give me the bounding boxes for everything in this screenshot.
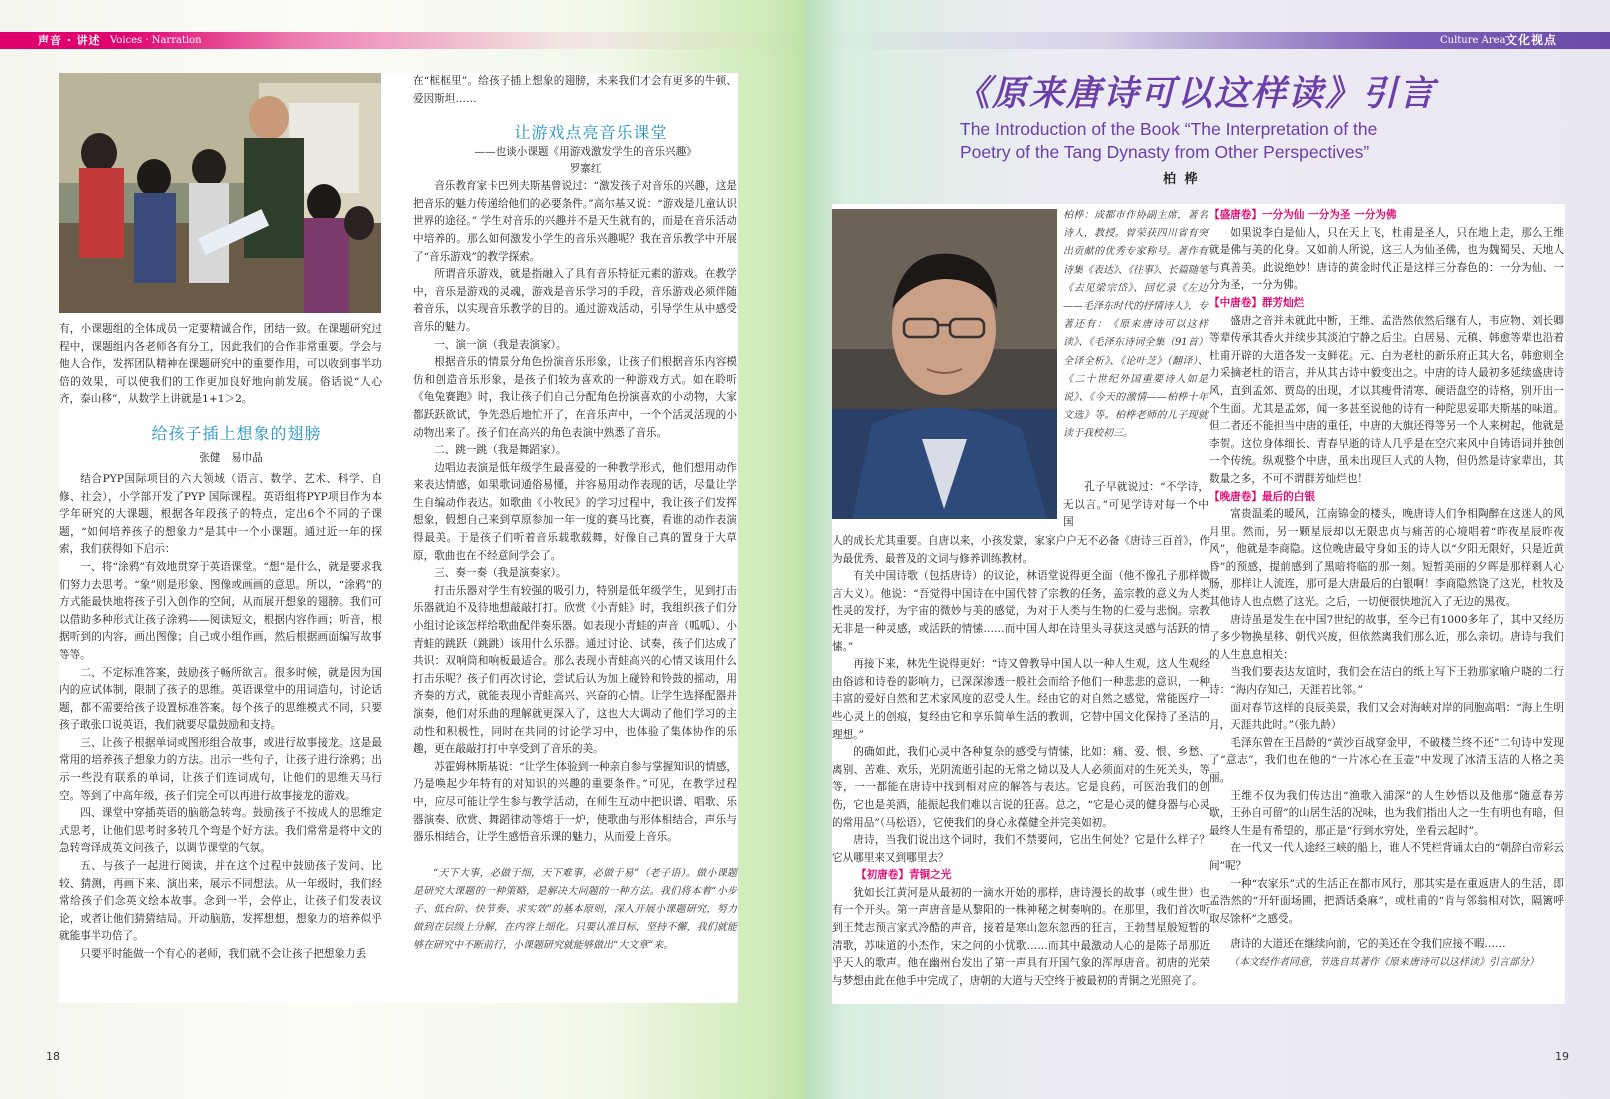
paragraph: 孔子早就说过：“不学诗，无以言。”可见学诗对每一个中国 [1063,481,1209,529]
article-subtitle-music: ——也谈小课题《用游戏激发学生的音乐兴趣》 [474,146,697,159]
left-column-2 [413,73,737,955]
paragraph: 二、跳一跳（我是舞蹈家）。 [434,444,567,457]
paragraph: 当我们要表达友谊时，我们会在洁白的纸上写下王勃那家喻户晓的二行诗：“海内存知己，天涯若比邻。” [1209,666,1564,697]
paragraph: 只要平时能做一个有心的老师，我们就不会让孩子把想象力丢 [80,948,367,960]
article-title-en-line2: Poetry of the Tang Dynasty from Other Perspectives” [960,142,1370,162]
paragraph: 犹如长江黄河是从最初的一滴水开始的那样，唐诗漫长的故事（或生世）也有一个开头。第一声唐音是从黎阳的一株神秘之树奏响的。在那里，我们首次听到王梵志预言家式冷酷的声音，接着是寒山忽东忽西的狂言，王勃彗星般短暂的清歌，苏味道的小杰作，宋之问的小忧歌……而其中最激动人心的是陈子昂那近乎天人的歌声。他在幽州台发出了第一声具有开国气象的浑厚唐音。初唐的光荣与梦想由此在他手中完成了，唐朝的大道与天空终于被最初的青铜之光照亮了。 [832,886,1210,987]
paragraph: 如果说李白是仙人，只在天上飞，杜甫是圣人，只在地上走，那么王维就是佛与美的化身。又如前人所说，这三人为仙圣佛，也为魏蜀吴、天地人与真善美。此说绝妙！唐诗的黄金时代正是这样三分春色的：一分为仙、一分为圣，一分为佛。 [1209,226,1564,292]
section-name-cn: 声音 · 讲述 [38,34,101,47]
closing-quote: “天下大事，必做于细，天下难事，必做于易”（老子语）。做小课题是研究大课题的一种策略，是解决大问题的一种方法。我们将本着“小步子、低台阶、快节奏、求实效”的基本原则，深入开展小课题研究，努力做到在层级上分解，在内容上细化。只要认准目标，坚持不懈，我们就能够在研究中不断前行，小课题研究就能够做出“大文章”来。 [413,867,737,951]
paragraph: 人的成长尤其重要。自唐以来，小孩发蒙，家家户户无不必备《唐诗三百首》，作为最优秀、最普及的文词与修养训练教材。 [832,535,1210,565]
paragraph: 三、奏一奏（我是演奏家）。 [434,567,567,580]
article-title-music: 让游戏点亮音乐课堂 [514,123,668,143]
paragraph: 有关中国诗歌（包括唐诗）的议论，林语堂说得更全面（他不像孔子那样微言大义）。他说：“吾觉得中国诗在中国代替了宗教的任务，盖宗教的意义为人类性灵的发抒，为宇宙的微妙与美的感觉，为对于人类与生物的仁爱与悲悯。宗教无非是一种灵感，或活跃的情愫……而中国人却在诗里头寻获这灵感与活跃的情愫。” [832,570,1210,653]
classroom-photo [59,73,381,313]
continuation-paragraph: 在“框框里”。给孩子插上想象的翅膀，未来我们才会有更多的牛顿、爱因斯坦…… [413,75,737,105]
left-column-1 [59,321,382,964]
author-portrait-image [832,209,1057,519]
paragraph: 一种“农家乐”式的生活正在都市风行，那其实是在重返唐人的生活，即孟浩然的“开轩面场圃，把酒话桑麻”，或杜甫的“肯与邻翁相对饮，隔篱呼取尽馀杯”之感受。 [1209,877,1564,925]
paragraph: 音乐教育家卡巴列夫斯基曾说过：“激发孩子对音乐的兴趣，这是把音乐的魅力传递给他们的必要条件。”高尔基又说：“游戏是儿童认识世界的途径。” 学生对音乐的兴趣并不是天生就有的，而是在音乐活动中培养的。那么如何激发小学生的音乐兴趣呢？我在音乐教学中开展了“音乐游戏”的教学探索。 [413,180,737,263]
right-column-1 [1063,479,1209,532]
paragraph: 盛唐之音并未就此中断，王维、孟浩然依然后继有人，韦应物、刘长卿等辈传承其香火并续步其淡泊宁静之后尘。白居易、元稹、韩愈等辈也沿着杜甫开辟的大道各发一支鲜花。元、白为老杜的新乐府正其大名，韩愈则全力采摘老杜的语言，并从其古诗中毅变出之。中唐的诗人最初多延续盛唐诗风，直到孟郊、贾岛的出现，才以其瘦骨清寒、硬语盘空的诗格，别开出一个生面。尤其是孟郊，闻一多甚至说他的诗有一种陀思妥耶夫斯基的味道。但二者还不能担当中唐的重任，中唐的大旗还得等另一个人来树起，他就是李贺。这位身体细长、青春早逝的诗人几乎是在空穴来风中自铸语词并独创一个传统。纵观整个中唐，虽未出现巨人式的人物，但仍然是诗家辈出，其数量之多，不可不谓群芳灿烂也！ [1209,314,1564,485]
author-portrait [832,209,1057,519]
article-title-imagination: 给孩子插上想象的翅膀 [151,423,322,443]
section-name-en: Voices · Narration [110,35,202,46]
paragraph: 苏霍姆林斯基说：“让学生体验到一种亲自参与掌握知识的情感，乃是唤起少年特有的对知识的兴趣的重要条件。”可见，在教学过程中，应尽可能让学生参与教学活动，在师生互动中把识谱、唱歌、乐器演奏、欣赏、舞蹈律动等熔于一炉，使歌曲与形体相结合，声乐与器乐相结合，让学生感悟音乐课的魅力，从而爱上音乐。 [413,760,737,844]
page-number: 19 [1555,1050,1569,1063]
section-name-en: Culture Area [1440,35,1506,46]
paragraph: 边唱边表演是低年级学生最喜爱的一种教学形式，他们想用动作来表达情感，如果歌词通俗易懂，并容易用动作表现的话，尽量让学生自编动作表达。如歌曲《小牧民》的学习过程中，我让孩子们发挥想象，假想自己来到草原参加一年一度的赛马比赛，看谁的动作表演得最美。于是孩子们听着音乐载歌载舞，好像自己真的置身于大草原，歌曲也在不经意间学会了。 [413,461,737,562]
paragraph: 富贵温柔的暖风，江南锦金的楼头，晚唐诗人们争相陶醉在这迷人的风月里。然而，另一颗星辰却以无限忠贞与痛苦的心境唱着“昨夜星辰昨夜风”，他就是李商隐。这位晚唐最守身如玉的诗人以“夕阳无限好，只是近黄昏”的预感，提前感到了黑暗将临的那一刻。短暂美丽的夕晖是那样剩人心肠，那样让人流连，那可是大唐最后的白银啊！李商隐然饶了这光，杜牧及其他诗人也点燃了这光。之后，一切便很快地沉入了无边的黑夜。 [1209,508,1564,609]
paragraph: 打击乐器对学生有较强的吸引力，特别是低年级学生，见到打击乐器就迫不及待地想敲敲打打。欣赏《小青蛙》时，我组织孩子们分小组讨论该怎样给歌曲配伴奏乐器。如表现小青蛙的声音（呱呱）、小青蛙的跳跃（跳跳）该用什么乐器。通过讨论、试奏，孩子们达成了共识：双响筒和响板最适合。那么表现小青蛙高兴的心情又该用什么打击乐呢？孩子们再次讨论，尝试后认为加上碰铃和铃鼓的摇动，用齐奏的方式，就能表现小青蛙高兴、兴奋的心情。让学生选择配器并演奏，他们对乐曲的理解就更深入了，这也大大调动了他们学习的主动性和积极性，同时在共同的讨论学习中，也体验了集体协作的乐趣，更在敲敲打打中享受到了音乐的美。 [413,584,737,756]
paragraph: 四、课堂中穿插英语的脑筋急转弯。鼓励孩子不按成人的思维定式思考，让他们思考时多转几个弯是个好方法。我们常常是将中文的急转弯译成英文问孩子，以调节课堂的气氛。 [59,807,382,855]
paragraph: 根据音乐的情景分角色扮演音乐形象，让孩子们根据音乐内容模仿和创造音乐形象，是孩子们较为喜欢的一种游戏方式。如在聆听《龟兔赛跑》时，我让孩子们自己分配角色扮演喜欢的小动物，大家都跃跃欲试，争先恐后地忙开了，在音乐声中，一个个活灵活现的小动物出来了。孩子们在高兴的角色表演中熟悉了音乐。 [413,356,737,439]
article-title-cn: 《原来唐诗可以这样读》引言 [955,73,1437,114]
article-title-en-line1: The Introduction of the Book “The Interpretation of the [960,119,1378,139]
author-bio: 柏桦：成都市作协副主席，著名诗人，教授。曾荣获四川省有突出贡献的优秀专家称号。著作有诗集《表达》、《往事》、长篇随笔《去见梁宗岱》、回忆录《左边——毛泽东时代的抒情诗人》，专著还有：《原来唐诗可以这样读》、《毛泽东诗词全集（91首）全译全析》、《论叶芝》（翻译）、《二十世纪外国重要诗人如是说》、《今天的激情——柏桦十年文选》等。柏桦老师的儿子现就读于我校初三。 [1063,210,1208,440]
section-label-high-tang: 【盛唐卷】一分为仙 一分为圣 一分为佛 [1209,209,1397,221]
section-header-bar [805,32,1610,49]
paragraph: 一、演一演（我是表演家）。 [434,338,567,351]
section-label-late-tang: 【晚唐卷】最后的白银 [1209,490,1315,503]
paragraph: 王维不仅为我们传达出“渔歌入浦深”的人生妙悟以及他那“随意春芳歇，王孙自可留”的山居生活的况味，也为我们指出人之一生有明也有暗，但最终人生是有希望的，那正是“行到水穷处，坐看云起时”。 [1209,789,1565,837]
section-label-mid-tang: 【中唐卷】群芳灿烂 [1209,296,1305,309]
paragraph: 的确如此，我们心灵中各种复杂的感受与情愫，比如：痛、爱、恨、乡愁、离别、苦难、欢乐，光阴流逝引起的无常之恸以及人人必须面对的生死关头，等等，一一都能在唐诗中找到相对应的解答与表达。它是良药，可医治我们的创伤，它也是美酒，能振起我们难以言说的狂喜。总之，“它是心灵的健身器与心灵的常用品”（马松语），它使我们的身心永葆健全并完美如初。 [832,746,1210,829]
right-column-1-full [832,533,1210,990]
paragraph: 二、不定标准答案，鼓励孩子畅所欲言。很多时候，就是因为国内的应试体制，限制了孩子的思维。英语课堂中的用词造句，讨论话题，都不需要给孩子设置标准答案。每个孩子的思维模式不同，只要孩子敢张口说英语，我们就要尽量鼓励和支持。 [59,666,382,732]
right-page [805,0,1610,1099]
paragraph: 在一代又一代人途经三峡的船上，谁人不凭栏背诵太白的“朝辞白帝彩云间”呢？ [1209,842,1565,872]
paragraph: 唐诗，当我们说出这个词时，我们不禁要问，它出生何处？它是什么样子？它从哪里来又到哪里去？ [832,834,1210,864]
article-authors-imagination: 张健 易巾晶 [199,451,263,464]
classroom-photo-image [59,73,381,313]
paragraph: 再接下来，林先生说得更好：“诗又曾教导中国人以一种人生观，这人生观经由俗谚和诗卷的影响力，已深深渗透一般社会而给予他们一种悲悲的意识，一种丰富的爱好自然和艺术家风度的忍受人生。经由它的对自然之感觉，常能医疗一些心灵上的创痕，复经由它和享乐简单生活的教训，它替中国文化保持了圣洁的理想。” [832,658,1210,741]
paragraph: 三、让孩子根据单词或图形组合故事，或进行故事接龙。这是最常用的培养孩子想象力的方法。出示一些句子，让孩子进行涂鸦；出示一些没有联系的单词，让孩子们连词成句，让他们的思维天马行空。等到了中高年级，孩子们完全可以再进行故事接龙的游戏。 [59,736,382,802]
page-number: 18 [46,1050,60,1063]
right-column-2 [1209,207,1564,972]
paragraph: 唐诗虽是发生在中国7世纪的故事，至今已有1000多年了，其中又经历了多少物换星移、朝代兴废，但依然离我们那么近，那么亲切。唐诗与我们的人生息息相关： [1209,613,1564,661]
paragraph: 一、将“涂鸦”有效地贯穿于英语课堂。“想”是什么，就是要求我们努力去思考。“象”则是形象、图像或画画的意思。所以，“涂鸦”的方式能最快地将孩子引入创作的空间，从而展开想象的翅膀。我们可以借助多种形式让孩子涂鸦——阅读短文，根据内容作画；听音，根据听到的内容，画出图像；自己或小组作画，然后根据画面编写故事等等。 [59,560,382,661]
paragraph: 所谓音乐游戏，就是指融入了具有音乐特征元素的游戏。在教学中，音乐是游戏的灵魂，游戏是音乐学习的手段，音乐游戏必须伴随着音乐，以实现音乐教学的目的。通过游戏活动，引导学生从中感受音乐的魅力。 [413,268,737,333]
paragraph: 毛泽东曾在王昌龄的“黄沙百战穿金甲，不破楼兰终不还”二句诗中发现了“意志”，我们也在他的“一片冰心在玉壶”中发现了冰清玉洁的人格之美丽。 [1209,736,1564,784]
section-name-cn: 文化视点 [1505,33,1558,47]
paragraph: 结合PYP国际项目的六大领域（语言、数学、艺术、科学、自修、社会），小学部开发了PYP 国际课程。英语组将PYP项目作为本学年研究的大课题，根据各年段孩子的特点，定出6个不同的子课题，“如何培养孩子的想象力”是其中一个小课题。通过近一年的探索，我们获得如下启示： [59,472,382,556]
paragraph: 面对春节这样的良辰美景，我们又会对海峡对岸的同胞高唱：“海上生明月，天涯共此时。”（张九龄） [1209,701,1565,732]
author-name: 柏 桦 [1163,172,1200,187]
source-note: （本文经作者同意，节选自其著作《原来唐诗可以这样读》引言部分） [1229,956,1539,968]
section-header-bar [0,32,805,49]
article-author-music: 罗寨红 [569,163,602,176]
section-label-early-tang: 【初唐卷】青铜之光 [856,869,952,882]
paragraph: 五、与孩子一起进行阅读，并在这个过程中鼓励孩子发问、比较、猜测，再画下来、演出来，展示不同想法。从一年级时，我们经常给孩子们念英文绘本故事。念到一半，会停止，让孩子们发表议论，或者让他们猜猜结局。开动脑筋，发挥想想，想象力的培养似乎就能事半功倍了。 [59,860,382,943]
intro-paragraph: 有，小课题组的全体成员一定要精诚合作，团结一致。在课题研究过程中，课题组内各老师各有分工，因此我们的合作非常重要。学会与他人合作，发挥团队精神在课题研究中的重要作用，可以收到事半功倍的效果，可以使我们的工作更加良好地向前发展。俗话说“人心齐，泰山移”，从数学上讲就是1+1＞2。 [59,323,382,406]
paragraph: 唐诗的大道还在继续向前，它的美还在令我们应接不暇…… [1230,938,1506,951]
